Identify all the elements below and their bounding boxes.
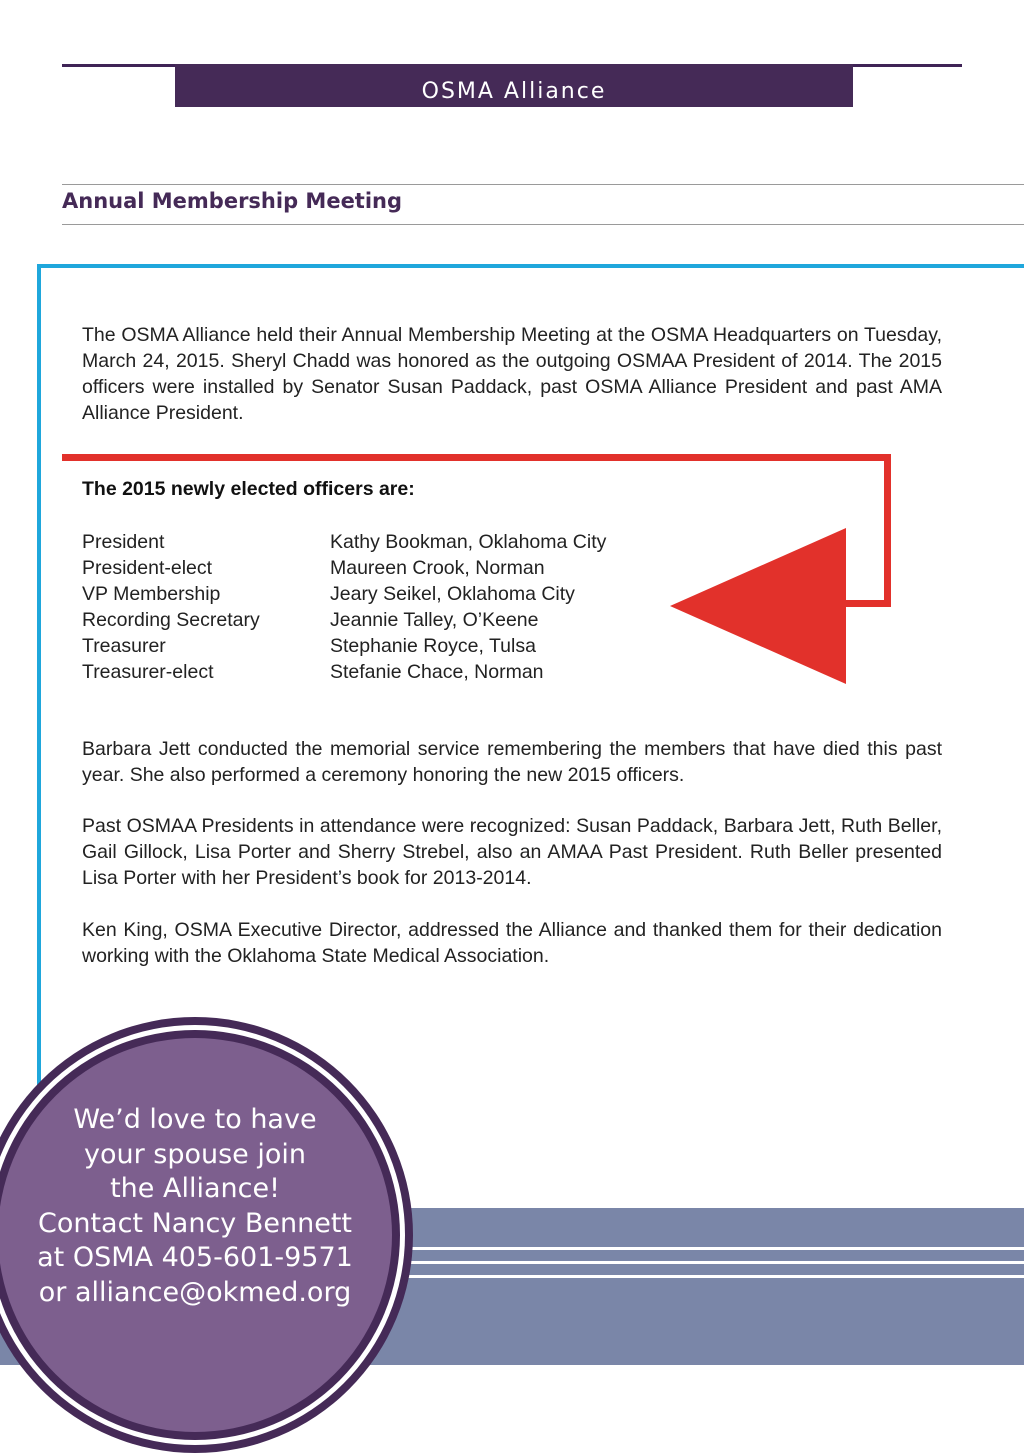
red-frame-top <box>62 454 891 461</box>
header-title: OSMA Alliance <box>421 79 607 104</box>
officer-role: President-elect <box>82 557 213 579</box>
officer-name: Stephanie Royce, Tulsa <box>330 635 536 657</box>
red-arrow-icon <box>670 528 846 684</box>
officer-row <box>82 607 606 633</box>
executive-director-paragraph: Ken King, OSMA Executive Director, addressed the Alliance and thanked them for their dedication working with the Oklahoma State Medical Association. <box>82 919 942 967</box>
section-title: Annual Membership Meeting <box>62 189 403 213</box>
intro-paragraph: The OSMA Alliance held their Annual Membership Meeting at the OSMA Headquarters on Tuesday, March 24, 2015. Sheryl Chadd was honored as the outgoing OSMAA President of 2014. The 2015 officers were installed by Senator Susan Paddack, past OSMA Alliance President and past AMA Alliance President. <box>82 324 942 424</box>
officer-row <box>82 659 606 685</box>
officer-row <box>82 581 606 607</box>
callout-line: the Alliance! <box>110 1173 280 1204</box>
officer-row <box>82 555 606 581</box>
content-frame-top <box>37 264 1024 268</box>
officer-role: Recording Secretary <box>82 609 260 631</box>
callout-line: Contact Nancy Bennett <box>37 1207 353 1239</box>
officer-role: Treasurer <box>82 635 166 657</box>
callout-line: your spouse join <box>83 1138 307 1170</box>
officer-role: Treasurer-elect <box>82 661 214 683</box>
officer-role: President <box>82 531 165 553</box>
officers-heading: The 2015 newly elected officers are: <box>82 478 415 500</box>
officer-name: Jeary Seikel, Oklahoma City <box>330 583 575 605</box>
red-frame-right <box>884 454 891 607</box>
content-frame-left <box>37 264 41 1100</box>
section-rule-top <box>62 184 1024 185</box>
callout-line: We’d love to have <box>73 1104 317 1135</box>
callout-text <box>30 1103 360 1310</box>
officer-name: Jeannie Talley, O’Keene <box>330 609 539 631</box>
callout-line: or alliance@okmed.org <box>38 1276 352 1308</box>
callout-line: at OSMA 405-601-9571 <box>37 1242 353 1273</box>
past-presidents-paragraph: Past OSMAA Presidents in attendance were recognized: Susan Paddack, Barbara Jett, Ruth Beller, Gail Gillock, Lisa Porter and Sherry Strebel, also an AMAA Past President. Ruth Beller presented Lisa Porter with her President’s book for 2013-2014. <box>82 815 942 889</box>
section-rule-bottom <box>62 224 1024 225</box>
officer-name: Maureen Crook, Norman <box>330 557 545 579</box>
officers-list <box>82 529 606 685</box>
memorial-paragraph: Barbara Jett conducted the memorial service remembering the members that have died this past year. She also performed a ceremony honoring the new 2015 officers. <box>82 738 942 786</box>
header-banner <box>175 64 853 107</box>
officer-row <box>82 633 606 659</box>
officer-name: Kathy Bookman, Oklahoma City <box>330 531 607 553</box>
officer-role: VP Membership <box>82 583 221 605</box>
officer-row <box>82 529 606 555</box>
officer-name: Stefanie Chace, Norman <box>330 661 544 683</box>
